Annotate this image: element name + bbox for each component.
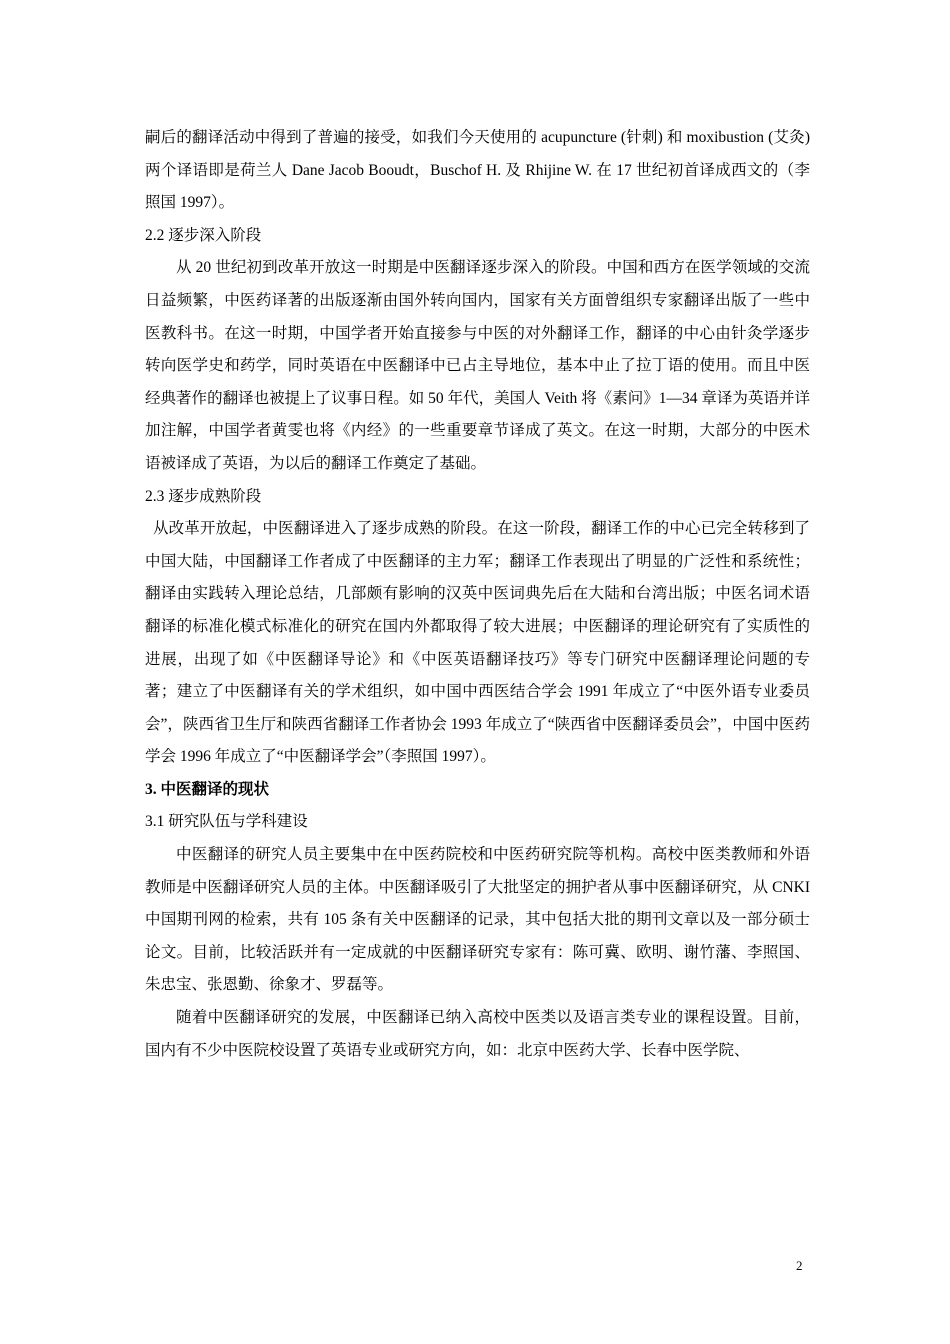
heading-3: 3. 中医翻译的现状: [145, 780, 270, 798]
paragraph-2-3: 从改革开放起，中医翻译进入了逐步成熟的阶段。在这一阶段，翻译工作的中心已完全转移到了中国大陆，中国翻译工作者成了中医翻译的主力军；翻译工作表现出了明显的广泛性和系统性；翻译由实践转入理论总结，几部颇有影响的汉英中医词典先后在大陆和台湾出版；中医名词术语翻译的标准化模式标准化的研究在国内外都取得了较大进展；中医翻译的理论研究有了实质性的进展，出现了如《中医翻译导论》和《中医英语翻译技巧》等专门研究中医翻译理论问题的专著；建立了中医翻译有关的学术组织，如中国中西医结合学会 1991 年成立了“中医外语专业委员会”，陕西省卫生厅和陕西省翻译工作者协会 1993 年成立了“陕西省中医翻译委员会”，中国中医药学会 1996 年成立了“中医翻译学会”（李照国 1997）。: [145, 520, 810, 766]
heading-2-3: 2.3 逐步成熟阶段: [145, 487, 262, 505]
page-number: 2: [796, 1258, 803, 1273]
heading-3-1: 3.1 研究队伍与学科建设: [145, 813, 308, 831]
paragraph-2-2: 从 20 世纪初到改革开放这一时期是中医翻译逐步深入的阶段。中国和西方在医学领域的交流日益频繁，中医药译著的出版逐渐由国外转向国内，国家有关方面曾组织专家翻译出版了一些中医教科书。在这一时期，中国学者开始直接参与中医的对外翻译工作，翻译的中心由针灸学逐步转向医学史和药学，同时英语在中医翻译中已占主导地位，基本中止了拉丁语的使用。而且中医经典著作的翻译也被提上了议事日程。如 50 年代，美国人 Veith 将《素问》1—34 章译为英语并详加注解，中国学者黄雯也将《内经》的一些重要章节译成了英文。在这一时期，大部分的中医术语被译成了英语，为以后的翻译工作奠定了基础。: [145, 259, 810, 472]
paragraph-intro: 嗣后的翻译活动中得到了普遍的接受，如我们今天使用的 acupuncture (针刺) 和 moxibustion (艾灸) 两个译语即是荷兰人 Dane Jacob Booudt，Buschof H. 及 Rhijine W. 在 17 世纪初首译成西文的（李照国 1997）。: [145, 129, 810, 212]
paragraph-3-1-b: 随着中医翻译研究的发展，中医翻译已纳入高校中医类以及语言类专业的课程设置。目前，国内有不少中医院校设置了英语专业或研究方向，如：北京中医药大学、长春中医学院、: [145, 1009, 810, 1059]
heading-2-2: 2.2 逐步深入阶段: [145, 226, 262, 244]
document-body: [145, 122, 810, 1067]
paragraph-3-1-a: 中医翻译的研究人员主要集中在中医药院校和中医药研究院等机构。高校中医类教师和外语教师是中医翻译研究人员的主体。中医翻译吸引了大批坚定的拥护者从事中医翻译研究，从 CNKI 中国期刊网的检索，共有 105 条有关中医翻译的记录，其中包括大批的期刊文章以及一部分硕士论文。目前，比较活跃并有一定成就的中医翻译研究专家有：陈可冀、欧明、谢竹藩、李照国、朱忠宝、张恩勤、徐象才、罗磊等。: [145, 846, 810, 994]
